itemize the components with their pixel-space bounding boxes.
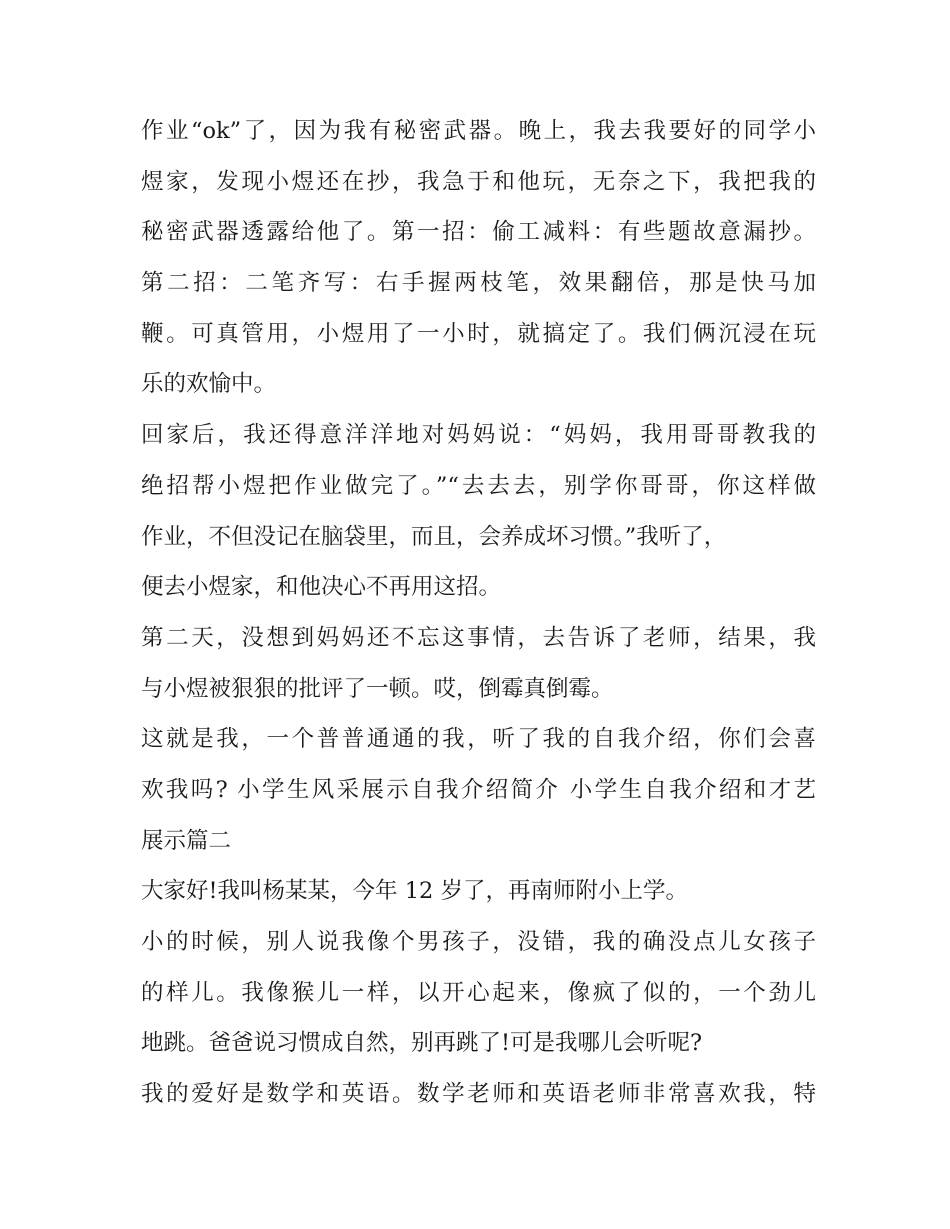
text-line-6: 乐的欢愉中。 <box>141 371 277 398</box>
text-line-16: 大家好!我叫杨某某，今年 12 岁了，再南师附小上学。 <box>141 878 688 905</box>
text-line-13: 这就是我，一个普普通通的我，听了我的自我介绍，你们会喜 <box>141 726 816 753</box>
text-line-15: 展示篇二 <box>141 827 232 854</box>
text-line-2: 煜家，发现小煜还在抄，我急于和他玩，无奈之下，我把我的 <box>141 168 816 195</box>
text-line-17: 小的时候，别人说我像个男孩子，没错，我的确没点儿女孩子 <box>141 929 816 955</box>
text-line-10: 便去小煜家，和他决心不再用这招。 <box>141 574 502 601</box>
text-line-18: 的样儿。我像猴儿一样，以开心起来，像疯了似的，一个劲儿 <box>141 979 816 1006</box>
text-line-3: 秘密武器透露给他了。第一招：偷工减料：有些题故意漏抄。 <box>141 219 816 246</box>
document-body <box>141 106 816 1120</box>
text-line-9: 作业，不但没记在脑袋里，而且，会养成坏习惯。”我听了， <box>141 523 727 550</box>
text-line-20: 我的爱好是数学和英语。数学老师和英语老师非常喜欢我，特 <box>141 1081 816 1108</box>
text-line-19: 地跳。爸爸说习惯成自然，别再跳了!可是我哪儿会听呢? <box>141 1030 703 1057</box>
text-line-4: 第二招：二笔齐写：右手握两枝笔，效果翻倍，那是快马加 <box>141 270 816 297</box>
text-line-12: 与小煜被狠狠的批评了一顿。哎，倒霉真倒霉。 <box>141 675 614 702</box>
text-line-11: 第二天，没想到妈妈还不忘这事情，去告诉了老师，结果，我 <box>141 624 816 651</box>
text-line-14: 欢我吗? 小学生风采展示自我介绍简介 小学生自我介绍和才艺 <box>141 776 816 803</box>
text-line-5: 鞭。可真管用，小煜用了一小时，就搞定了。我们俩沉浸在玩 <box>141 320 816 347</box>
text-line-7: 回家后，我还得意洋洋地对妈妈说：“妈妈，我用哥哥教我的 <box>141 422 816 449</box>
text-line-8: 绝招帮小煜把作业做完了。”“去去去，别学你哥哥，你这样做 <box>141 472 816 499</box>
text-line-1: 作业“ok”了，因为我有秘密武器。晚上，我去我要好的同学小 <box>141 118 816 144</box>
